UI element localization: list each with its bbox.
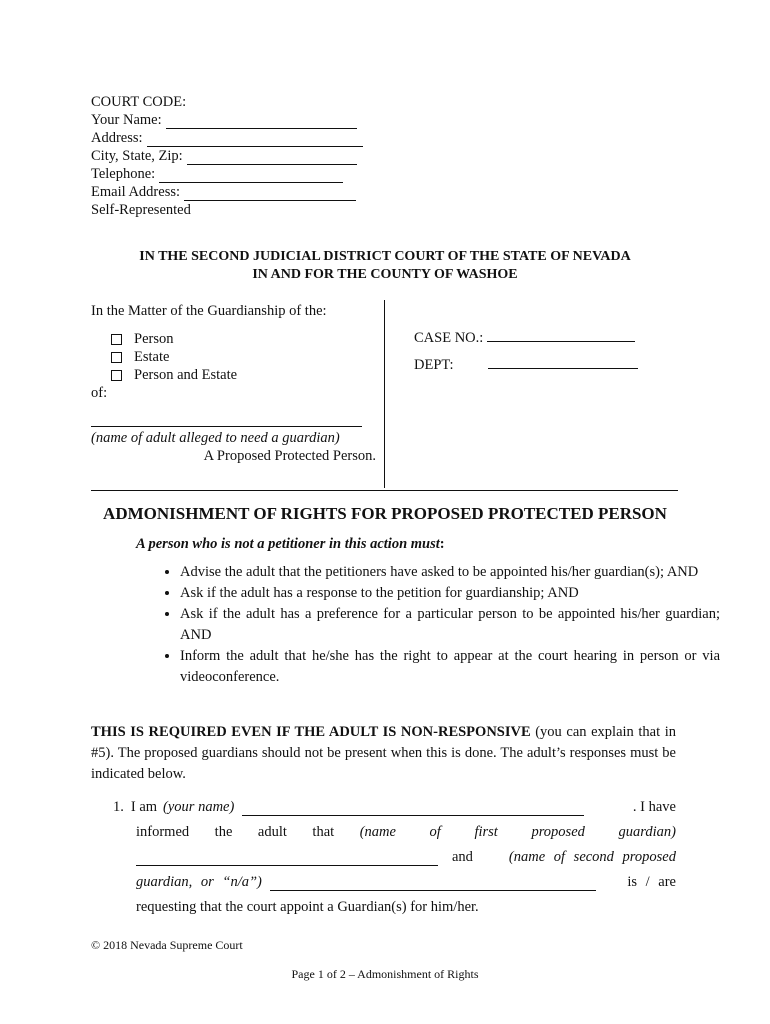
i-am-text: I am	[130, 799, 158, 815]
your-name-field[interactable]	[166, 116, 357, 129]
instruction-list	[136, 562, 720, 688]
is-are-text: is / are	[627, 874, 676, 890]
your-name-hint: (your name)	[163, 799, 235, 815]
city-label: City, State, Zip:	[91, 148, 183, 164]
first-guardian-input-line[interactable]	[136, 853, 438, 866]
requirement-paragraph: THIS IS REQUIRED EVEN IF THE ADULT IS NON-RESPONSIVE (you can explain that in #5). The proposed guardians should not be present when this is done. The adult’s responses must be indicated below.	[91, 724, 676, 782]
telephone-label: Telephone:	[91, 166, 156, 182]
checkbox-person[interactable]	[111, 330, 376, 348]
list-item: • Advise the adult that the petitioners have asked to be appointed his/her guardian(s); AND	[180, 562, 720, 583]
dept-field[interactable]	[488, 356, 638, 369]
item-1	[91, 796, 676, 916]
and-text: and	[452, 849, 473, 865]
second-guardian-input-line[interactable]	[270, 878, 596, 891]
copyright: © 2018 Nevada Supreme Court	[91, 938, 243, 952]
checkbox-icon[interactable]	[111, 352, 122, 363]
telephone-field[interactable]	[159, 170, 343, 183]
court-heading	[0, 248, 770, 284]
email-label: Email Address:	[91, 184, 181, 200]
the-text: the	[214, 824, 233, 840]
adult-name-hint: (name of adult alleged to need a guardian)	[91, 430, 340, 446]
address-row	[91, 129, 363, 147]
your-name-input-line[interactable]	[242, 803, 584, 816]
list-item: • Inform the adult that he/she has the right to appear at the court hearing in person or via videoconference.	[180, 646, 720, 688]
court-heading-line2: IN AND FOR THE COUNTY OF WASHOE	[252, 267, 518, 282]
checkbox-icon[interactable]	[111, 370, 122, 381]
court-code-row	[91, 93, 363, 111]
guardian-na-hint: guardian, or “n/a”)	[136, 874, 262, 890]
email-row	[91, 183, 363, 201]
list-item: • Ask if the adult has a preference for a particular person to be appointed his/her guardian; AND	[180, 604, 720, 646]
proposed-protected-person: A Proposed Protected Person.	[203, 448, 376, 464]
case-no-field[interactable]	[487, 329, 635, 342]
self-rep-row	[91, 201, 363, 219]
list-item: • Ask if the adult has a response to the petition for guardianship; AND	[180, 583, 720, 604]
address-field[interactable]	[147, 134, 363, 147]
checkbox-person-and-estate-label: Person and Estate	[134, 367, 238, 383]
checkbox-estate[interactable]	[111, 348, 376, 366]
caption-left	[91, 302, 376, 465]
checkbox-person-and-estate[interactable]	[111, 366, 376, 384]
caption-right	[414, 329, 638, 374]
case-no-label: CASE NO.:	[414, 330, 484, 346]
checkbox-person-label: Person	[134, 331, 174, 347]
page-footer: Page 1 of 2 – Admonishment of Rights	[291, 967, 479, 981]
that-text: that	[312, 824, 335, 840]
your-name-label: Your Name:	[91, 112, 162, 128]
first-guardian-hint: (name of first proposed guardian)	[359, 824, 676, 840]
checkbox-estate-label: Estate	[134, 349, 170, 365]
item-number: 1.	[113, 799, 124, 815]
of-label: of:	[91, 385, 108, 401]
document-title: ADMONISHMENT OF RIGHTS FOR PROPOSED PROTECTED PERSON	[103, 504, 667, 523]
caption-bottom-rule	[91, 490, 678, 491]
address-label: Address:	[91, 130, 143, 146]
requesting-text: requesting that the court appoint a Guardian(s) for him/her.	[136, 899, 479, 915]
adult-name-field[interactable]	[91, 426, 362, 427]
telephone-row	[91, 165, 363, 183]
filer-info-block	[91, 93, 363, 219]
court-heading-line1: IN THE SECOND JUDICIAL DISTRICT COURT OF THE STATE OF NEVADA	[139, 249, 631, 264]
caption-divider	[384, 300, 385, 488]
informed-text: informed	[136, 824, 190, 840]
self-rep-label: Self-Represented	[91, 202, 191, 218]
city-row	[91, 147, 363, 165]
your-name-row	[91, 111, 363, 129]
email-field[interactable]	[184, 188, 356, 201]
court-code-label: COURT CODE:	[91, 94, 187, 110]
dept-label: DEPT:	[414, 357, 454, 373]
adult-text: adult	[257, 824, 287, 840]
second-guardian-hint: (name of second proposed	[508, 849, 676, 865]
city-field[interactable]	[187, 152, 357, 165]
checkbox-icon[interactable]	[111, 334, 122, 345]
matter-label: In the Matter of the Guardianship of the:	[91, 303, 327, 319]
i-have-text: . I have	[632, 799, 676, 815]
instruction-subtitle: A person who is not a petitioner in this action must:	[136, 536, 445, 552]
